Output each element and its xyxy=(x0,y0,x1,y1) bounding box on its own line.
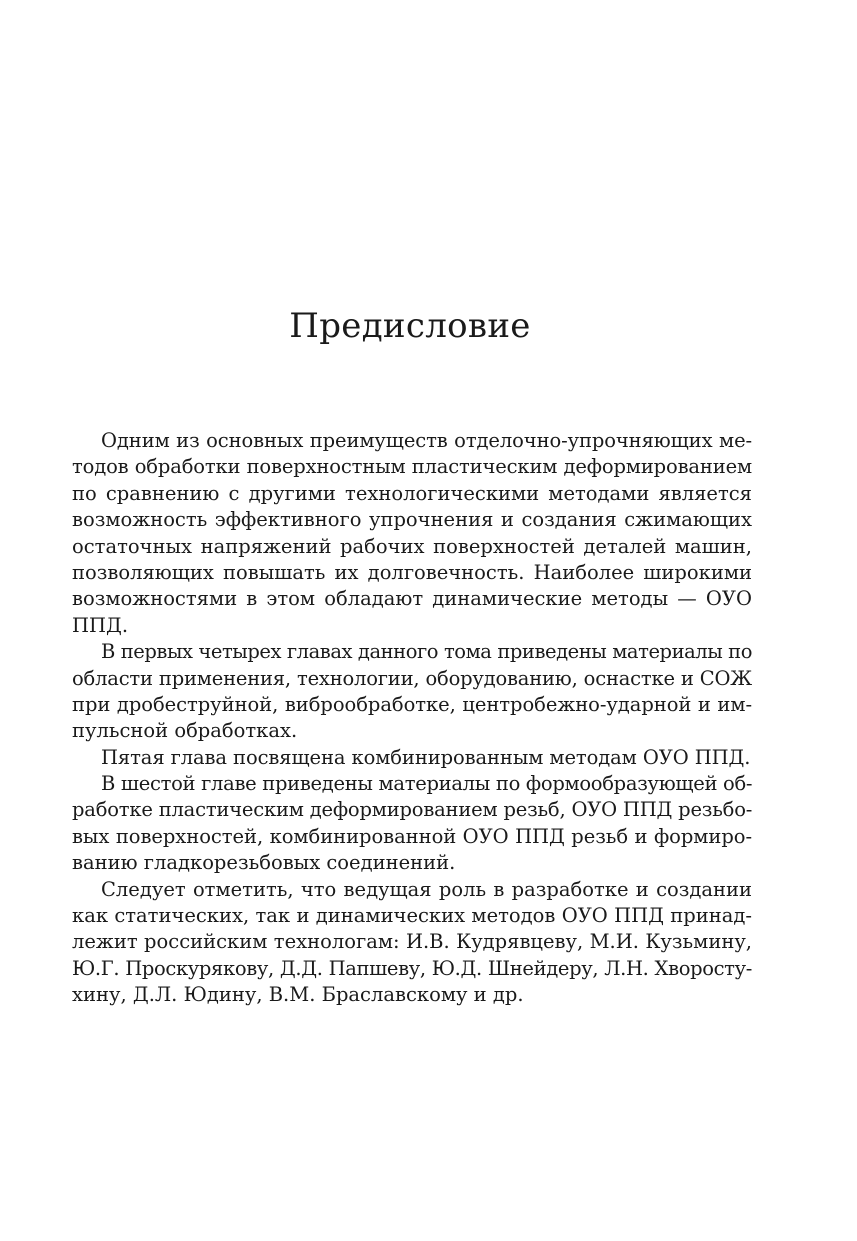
text-line: Пятая глава посвящена комбинированным методам ОУО ППД. xyxy=(101,745,751,769)
preface-body xyxy=(72,428,752,1009)
paragraph-4 xyxy=(72,771,752,877)
text-line: области применения, технологии, оборудованию, оснастке и СОЖ xyxy=(72,666,752,690)
text-line: В первых четырех главах данного тома приведены материалы по xyxy=(101,640,752,664)
paragraph-3 xyxy=(72,745,752,771)
text-line: лежит российским технологам: И.В. Кудрявцеву, М.И. Кузьмину, xyxy=(72,930,752,954)
page-title: Предисловие xyxy=(289,306,531,346)
text-line: Следует отметить, что ведущая роль в разработке и создании xyxy=(101,877,752,901)
text-line: позволяющих повышать их долговечность. Наиболее широкими xyxy=(72,560,752,584)
paragraph-1 xyxy=(72,428,752,639)
text-line: возможностями в этом обладают динамические методы — ОУО xyxy=(72,587,752,611)
text-line: тодов обработки поверхностным пластическим деформированием xyxy=(72,455,752,479)
text-line: работке пластическим деформированием резьб, ОУО ППД резьбо- xyxy=(72,798,753,822)
paragraph-2 xyxy=(72,639,752,745)
text-line: хину, Д.Л. Юдину, В.М. Браславскому и др. xyxy=(72,983,524,1007)
text-line: по сравнению с другими технологическими методами является xyxy=(72,481,752,505)
text-line: Одним из основных преимуществ отделочно-упрочняющих ме- xyxy=(101,429,752,452)
text-line: Ю.Г. Проскурякову, Д.Д. Папшеву, Ю.Д. Шнейдеру, Л.Н. Хворосту- xyxy=(72,956,752,980)
text-line: возможность эффективного упрочнения и создания сжимающих xyxy=(72,508,752,532)
text-line: пульсной обработках. xyxy=(72,719,298,743)
text-line: при дробеструйной, виброобработке, центробежно-ударной и им- xyxy=(72,692,752,716)
text-line: как статических, так и динамических методов ОУО ППД принад- xyxy=(72,904,752,928)
paragraph-5 xyxy=(72,877,752,1009)
text-line: ванию гладкорезьбовых соединений. xyxy=(72,851,456,875)
text-line: ППД. xyxy=(72,613,129,637)
text-line: вых поверхностей, комбинированной ОУО ППД резьб и формиро- xyxy=(72,824,752,848)
text-line: В шестой главе приведены материалы по формообразующей об- xyxy=(101,772,753,796)
text-line: остаточных напряжений рабочих поверхностей деталей машин, xyxy=(72,534,752,558)
